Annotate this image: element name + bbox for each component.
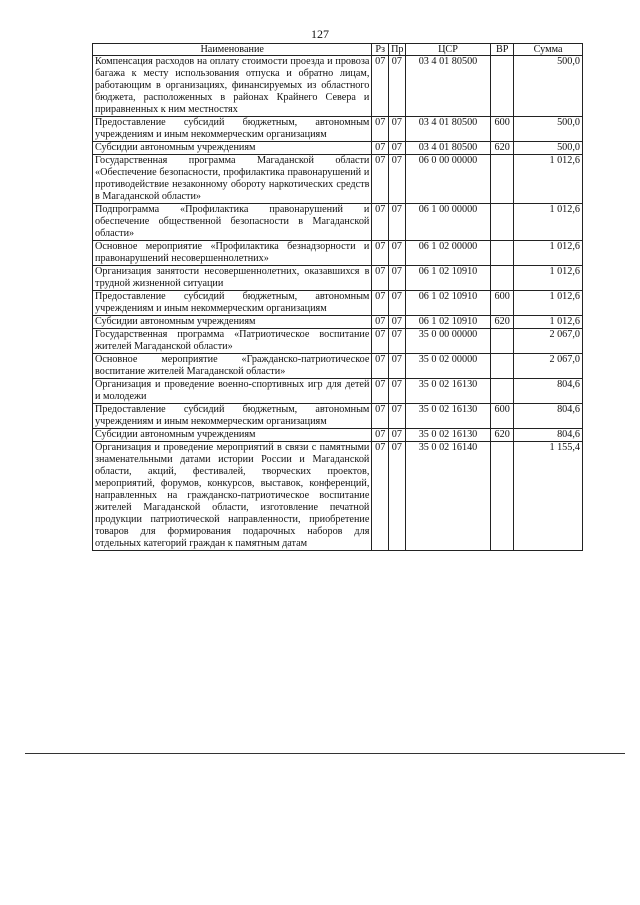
row-rz: 07 — [372, 379, 389, 404]
row-rz: 07 — [372, 404, 389, 429]
row-rz: 07 — [372, 291, 389, 316]
row-name: Государственная программа Магаданской области «Обеспечение безопасности, профилактика правонарушений и противодействие незаконному обороту наркотических средств в Магаданской области» — [93, 155, 372, 204]
row-pr: 07 — [389, 155, 406, 204]
row-sum: 804,6 — [514, 429, 583, 442]
row-sum: 804,6 — [514, 404, 583, 429]
row-sum: 1 012,6 — [514, 291, 583, 316]
row-csr: 06 1 02 10910 — [405, 266, 490, 291]
table-row — [93, 155, 583, 204]
row-vr — [491, 329, 514, 354]
row-name: Компенсация расходов на оплату стоимости проезда и провоза багажа к месту использования отпуска и обратно лицам, работающим в организациях, финансируемых из областного бюджета, расположенных в районах Крайнего Севера и приравненных к ним местностях — [93, 56, 372, 117]
row-sum: 500,0 — [514, 56, 583, 117]
table-body — [93, 56, 583, 551]
table-header-row — [93, 44, 583, 56]
row-vr — [491, 241, 514, 266]
row-rz: 07 — [372, 56, 389, 117]
row-vr: 600 — [491, 404, 514, 429]
row-sum: 1 012,6 — [514, 266, 583, 291]
row-rz: 07 — [372, 354, 389, 379]
header-csr: ЦСР — [405, 44, 490, 56]
row-csr: 03 4 01 80500 — [405, 117, 490, 142]
table-row — [93, 142, 583, 155]
table-row — [93, 329, 583, 354]
row-rz: 07 — [372, 316, 389, 329]
row-csr: 35 0 02 16130 — [405, 404, 490, 429]
table-row — [93, 404, 583, 429]
row-csr: 35 0 02 16130 — [405, 429, 490, 442]
row-name: Субсидии автономным учреждениям — [93, 316, 372, 329]
row-pr: 07 — [389, 117, 406, 142]
row-rz: 07 — [372, 266, 389, 291]
row-rz: 07 — [372, 155, 389, 204]
row-pr: 07 — [389, 291, 406, 316]
row-sum: 500,0 — [514, 117, 583, 142]
row-sum: 1 012,6 — [514, 316, 583, 329]
row-vr: 620 — [491, 316, 514, 329]
page-number: 127 — [311, 27, 329, 41]
row-name: Субсидии автономным учреждениям — [93, 142, 372, 155]
row-rz: 07 — [372, 117, 389, 142]
footer-divider — [25, 753, 625, 754]
row-pr: 07 — [389, 56, 406, 117]
row-name: Основное мероприятие «Профилактика безнадзорности и правонарушений несовершеннолетних» — [93, 241, 372, 266]
row-vr: 600 — [491, 117, 514, 142]
row-sum: 1 155,4 — [514, 442, 583, 551]
row-name: Подпрограмма «Профилактика правонарушений и обеспечение общественной безопасности в Магаданской области» — [93, 204, 372, 241]
table-row — [93, 266, 583, 291]
table-row — [93, 429, 583, 442]
row-vr — [491, 379, 514, 404]
row-pr: 07 — [389, 429, 406, 442]
table-row — [93, 316, 583, 329]
row-pr: 07 — [389, 142, 406, 155]
row-name: Субсидии автономным учреждениям — [93, 429, 372, 442]
row-csr: 35 0 02 16130 — [405, 379, 490, 404]
row-csr: 06 1 02 00000 — [405, 241, 490, 266]
row-csr: 03 4 01 80500 — [405, 142, 490, 155]
row-rz: 07 — [372, 241, 389, 266]
row-rz: 07 — [372, 442, 389, 551]
row-sum: 500,0 — [514, 142, 583, 155]
row-csr: 35 0 00 00000 — [405, 329, 490, 354]
row-vr — [491, 155, 514, 204]
row-pr: 07 — [389, 204, 406, 241]
row-csr: 06 1 02 10910 — [405, 316, 490, 329]
table-row — [93, 204, 583, 241]
row-name: Организация и проведение военно-спортивных игр для детей и молодежи — [93, 379, 372, 404]
header-sum: Сумма — [514, 44, 583, 56]
row-vr — [491, 442, 514, 551]
row-vr: 620 — [491, 429, 514, 442]
table-row — [93, 56, 583, 117]
row-pr: 07 — [389, 404, 406, 429]
row-sum: 1 012,6 — [514, 155, 583, 204]
row-name: Предоставление субсидий бюджетным, автономным учреждениям и иным некоммерческим организациям — [93, 404, 372, 429]
row-rz: 07 — [372, 329, 389, 354]
row-name: Предоставление субсидий бюджетным, автономным учреждениям и иным некоммерческим организациям — [93, 291, 372, 316]
row-rz: 07 — [372, 204, 389, 241]
budget-table — [92, 43, 583, 551]
row-csr: 06 0 00 00000 — [405, 155, 490, 204]
row-sum: 2 067,0 — [514, 354, 583, 379]
row-name: Организация и проведение мероприятий в связи с памятными знаменательными датами истории России и Магаданской области, акций, фестивалей, творческих проектов, мероприятий, форумов, конкурсов, выставок, конференций, направленных на гражданско-патриотическое воспитание жителей Магаданской области, изготовление печатной продукции патриотической направленности, приобретение товаров для формирования подарочных наборов для отдельных категорий граждан к памятным датам — [93, 442, 372, 551]
row-pr: 07 — [389, 379, 406, 404]
row-name: Предоставление субсидий бюджетным, автономным учреждениям и иным некоммерческим организациям — [93, 117, 372, 142]
row-pr: 07 — [389, 442, 406, 551]
row-vr: 620 — [491, 142, 514, 155]
row-sum: 804,6 — [514, 379, 583, 404]
header-pr: Пр — [389, 44, 406, 56]
row-csr: 06 1 00 00000 — [405, 204, 490, 241]
row-rz: 07 — [372, 142, 389, 155]
header-rz: Рз — [372, 44, 389, 56]
row-name: Основное мероприятие «Гражданско-патриотическое воспитание жителей Магаданской области» — [93, 354, 372, 379]
row-pr: 07 — [389, 329, 406, 354]
table-row — [93, 442, 583, 551]
table-row — [93, 354, 583, 379]
row-pr: 07 — [389, 354, 406, 379]
row-pr: 07 — [389, 241, 406, 266]
row-vr: 600 — [491, 291, 514, 316]
table-row — [93, 291, 583, 316]
row-pr: 07 — [389, 316, 406, 329]
row-name: Государственная программа «Патриотическое воспитание жителей Магаданской области» — [93, 329, 372, 354]
row-csr: 35 0 02 00000 — [405, 354, 490, 379]
row-vr — [491, 56, 514, 117]
row-vr — [491, 266, 514, 291]
table-row — [93, 379, 583, 404]
row-pr: 07 — [389, 266, 406, 291]
row-sum: 1 012,6 — [514, 241, 583, 266]
header-name: Наименование — [93, 44, 372, 56]
row-sum: 1 012,6 — [514, 204, 583, 241]
row-vr — [491, 204, 514, 241]
row-vr — [491, 354, 514, 379]
row-sum: 2 067,0 — [514, 329, 583, 354]
table-row — [93, 117, 583, 142]
row-rz: 07 — [372, 429, 389, 442]
row-name: Организация занятости несовершеннолетних, оказавшихся в трудной жизненной ситуации — [93, 266, 372, 291]
table-row — [93, 241, 583, 266]
row-csr: 06 1 02 10910 — [405, 291, 490, 316]
row-csr: 03 4 01 80500 — [405, 56, 490, 117]
row-csr: 35 0 02 16140 — [405, 442, 490, 551]
header-vr: ВР — [491, 44, 514, 56]
